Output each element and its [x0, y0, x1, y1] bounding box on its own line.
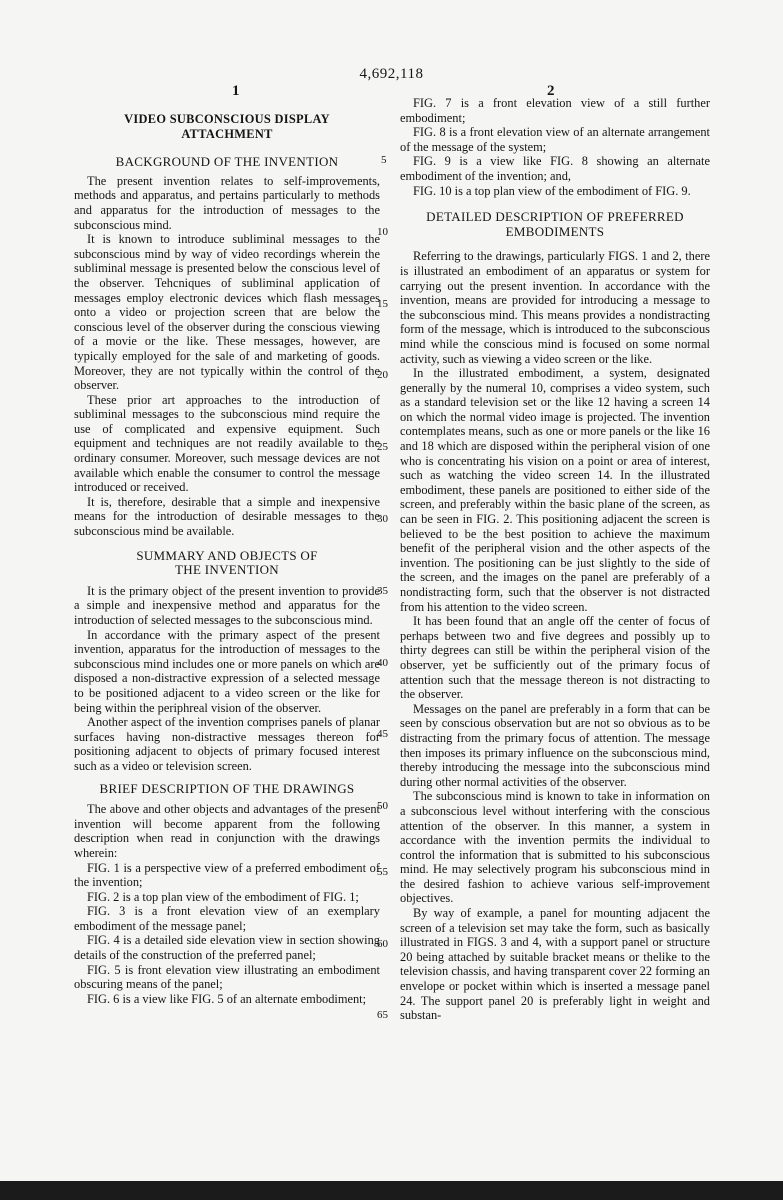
left-column-number: 1: [232, 83, 240, 99]
fig-8-description: FIG. 8 is a front elevation view of an alternate arrangement of the message of the system;: [400, 125, 710, 154]
detail-paragraph-6: By way of example, a panel for mounting adjacent the screen of a television set may take the form, such as basically illustrated in FIGS. 3 and 4, with a support panel or structure 20 being attached by suitable bracket means or thelike to the television chassis, and having transparent cover 22 forming an envelope or pocket within which is inserted a message panel 24. The support panel 20 is preferably light in weight and substan-: [400, 906, 710, 1023]
line-number: 15: [377, 298, 388, 310]
line-number: 20: [377, 369, 388, 381]
line-number: 10: [377, 226, 388, 238]
bottom-bar: [0, 1181, 783, 1200]
detail-paragraph-2: In the illustrated embodiment, a system, designated generally by the numeral 10, comprises a video system, such as a standard television set or the like 12 having a screen 14 on which the normal video image is projected. The invention contemplates means, such as one or more panels or the like 16 and 18 which are disposed within the peripheral vision of one who is concentrating his vision on a point or area of interest, such as watching the video screen 14. In the illustrated embodiment, these panels are positioned to either side of the screen, and preferably within the basic plane of the screen, as can be seen in FIG. 2. This positioning adjacent the screen is believed to be the best position to achieve the maximum benefit of the peripheral vision and the other aspects of the invention. The positioning can be just slightly to the side of the screen, and the images on the panel are preferably of a nondistracting form, such that the observer is not distracted from his attention to the video screen.: [400, 366, 710, 614]
summary-paragraph-2: In accordance with the primary aspect of the present invention, apparatus for the introduction of messages to the subconscious mind includes one or more panels on which are disposed a non-distractive expression of a selected message to be positioned adjacent to a video screen or the like for being within the periphreal vision of the observer.: [74, 627, 380, 715]
line-number: 65: [377, 1009, 388, 1021]
fig-9-description: FIG. 9 is a view like FIG. 8 showing an alternate embodiment of the invention; and,: [400, 154, 710, 183]
line-number: 60: [377, 938, 388, 950]
detail-paragraph-4: Messages on the panel are preferably in a form that can be seen by conscious observation but are not so obvious as to be distracting from the primary focus of attention. The message then imposes its primary influence on the subconscious mind, thereby introducing the message into the subconscious mind during other normal activities of the observer.: [400, 701, 710, 789]
fig-6-description: FIG. 6 is a view like FIG. 5 of an alternate embodiment;: [87, 991, 367, 1006]
line-number: 35: [377, 585, 388, 597]
detail-paragraph-5: The subconscious mind is known to take in information on a subconscious level without interfering with the conscious attention of the observer. In this manner, a system in accordance with the invention permits the individual to control the information that is submitted to his subconscious mind. He may selectively program his subconscious mind in the desired fashion to achieve various self-improvement objectives.: [400, 789, 710, 906]
heading-drawings: BRIEF DESCRIPTION OF THE DRAWINGS: [99, 780, 355, 796]
line-number: 25: [377, 441, 388, 453]
heading-background: BACKGROUND OF THE INVENTION: [115, 154, 339, 170]
fig-2-description: FIG. 2 is a top plan view of the embodiment of FIG. 1;: [87, 889, 359, 904]
line-number: 40: [377, 657, 388, 669]
line-number: 45: [377, 728, 388, 740]
fig-3-description: FIG. 3 is a front elevation view of an exemplary embodiment of the message panel;: [74, 904, 380, 933]
heading-summary: SUMMARY AND OBJECTS OF THE INVENTION: [136, 547, 318, 578]
fig-4-description: FIG. 4 is a detailed side elevation view in section showing details of the construction of the preferred panel;: [74, 933, 380, 963]
background-paragraph-1: The present invention relates to self-improvements, methods and apparatus, and pertains particularly to methods and apparatus for the introduction of messages to the subconscious mind.: [74, 173, 380, 232]
drawings-paragraph-1: The above and other objects and advantages of the present invention will become apparent from the following description when read in conjunction with the drawings wherein:: [74, 802, 380, 860]
background-paragraph-3: These prior art approaches to the introduction of subliminal messages to the subconscious mind require the use of complicated and expensive equipment. Such equipment and techniques are not readily available to the ordinary consumer. Moreover, such message devices are not available which enable the consumer to control the message introduced or received.: [74, 392, 380, 495]
line-number: 30: [377, 513, 388, 525]
line-number: 50: [377, 800, 388, 812]
line-number: 5: [381, 154, 387, 166]
detail-paragraph-1: Referring to the drawings, particularly FIGS. 1 and 2, there is illustrated an embodiment of an apparatus or system for carrying out the present invention. In accordance with the invention, means are provided for introducing a message to the subconscious mind. This means provides a nondistracting form of the message, which is introduced to the subconscious mind while the conscious mind is focused on some normal activity, such as viewing a video screen or the like.: [400, 249, 710, 366]
fig-10-description: FIG. 10 is a top plan view of the embodiment of FIG. 9.: [413, 183, 691, 198]
summary-paragraph-1: It is the primary object of the present invention to provide a simple and inexpensive method and apparatus for the introduction of selected messages to the subconscious mind.: [74, 583, 380, 627]
patent-number: 4,692,118: [359, 66, 424, 82]
summary-paragraph-3: Another aspect of the invention comprises panels of planar surfaces having non-distractive messages thereon for positioning adjacent to objects of primary focused interest such as a video or television screen.: [74, 715, 380, 773]
background-paragraph-2: It is known to introduce subliminal messages to the subconscious mind by way of video recordings wherein the subliminal message is presented below the conscious level of the observer. Tehcniques of subliminal application of messages employ electronic devices which flash messages onto a video or projection screen that are below the conscious level of the observer during the conscious viewing of a movie or the like. These messages, however, are typically employed for the sale of and marketing of goods. Moreover, they are not typically within the control of the observer.: [74, 232, 380, 393]
line-number: 55: [377, 866, 388, 878]
fig-5-description: FIG. 5 is front elevation view illustrating an embodiment obscuring means of the panel;: [74, 962, 380, 992]
fig-7-description: FIG. 7 is a front elevation view of a still further embodiment;: [400, 96, 710, 125]
right-column-number: 2: [547, 83, 555, 99]
document-title: VIDEO SUBCONSCIOUS DISPLAY ATTACHMENT: [124, 112, 330, 141]
heading-detailed-description: DETAILED DESCRIPTION OF PREFERRED EMBODIMENTS: [426, 209, 684, 239]
fig-1-description: FIG. 1 is a perspective view of a preferred embodiment of the invention;: [74, 860, 380, 890]
detail-paragraph-3: It has been found that an angle off the center of focus of perhaps between two and five degrees and possibly up to thirty degrees can still be within the peripheral vision of the observer, yet be sufficiently out of the primary focus of attention such that the message thereon is not distracting to the observer.: [400, 614, 710, 702]
background-paragraph-4: It is, therefore, desirable that a simple and inexpensive means for the introduction of desirable messages to the subconscious mind be available.: [74, 494, 380, 539]
